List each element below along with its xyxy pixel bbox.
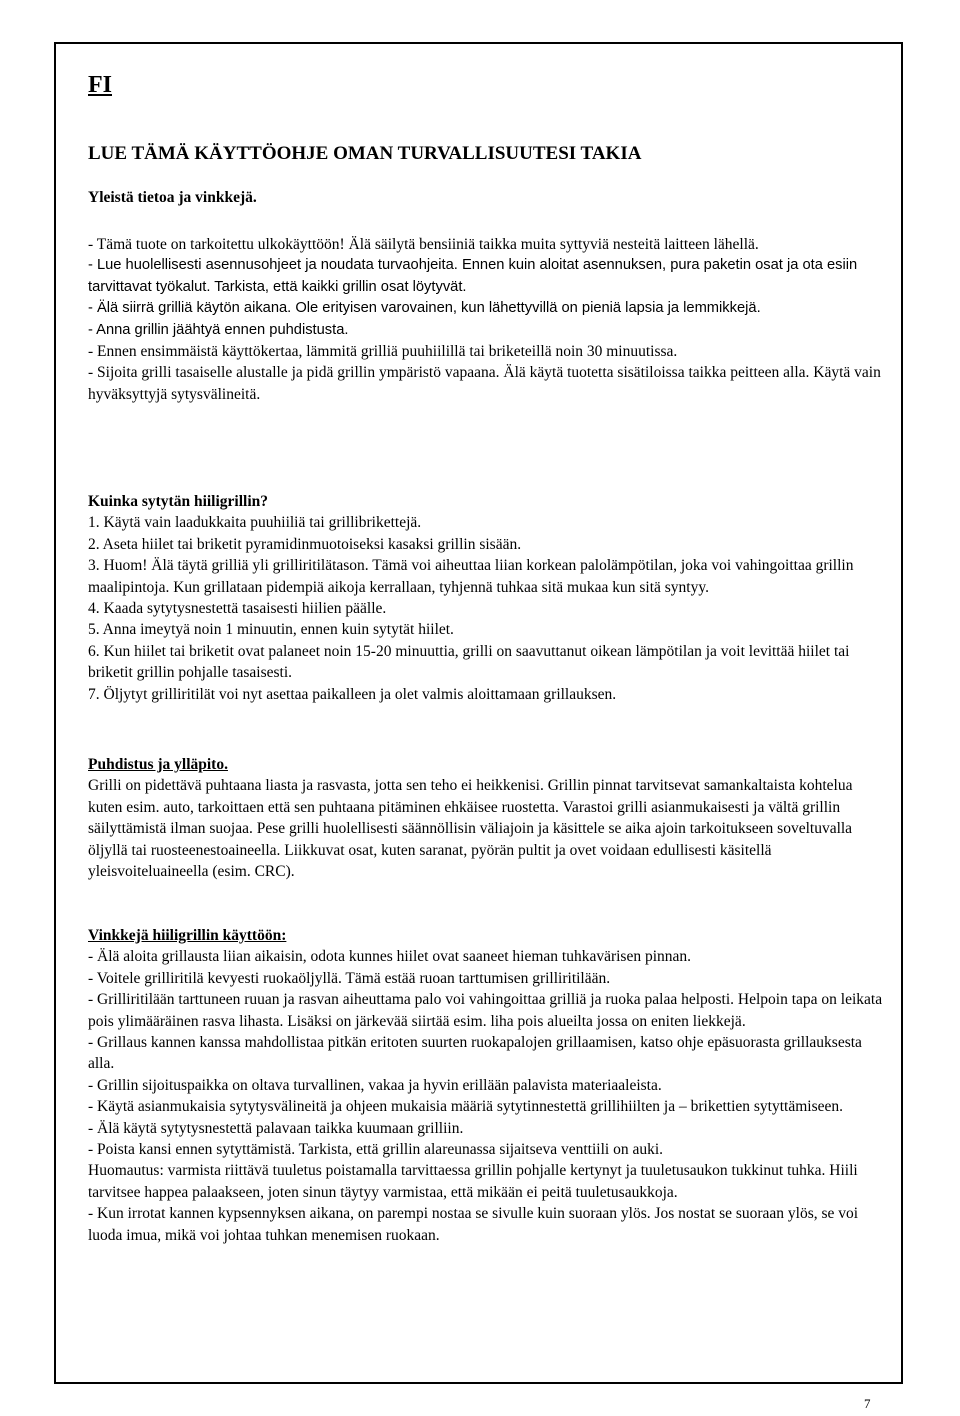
general-item: - Älä siirrä grilliä käytön aikana. Ole erityisen varovainen, kun lähettyvillä on pieniä lapsia ja lemmikkejä. (88, 300, 761, 317)
cleaning-text: Grilli on pidettävä puhtaana liasta ja rasvasta, jotta sen teho ei heikkenisi. Grillin pinnat tarvitsevat samankaltaista kohtelua kuten esim. auto, tarkoittaen että sen puhtaana pitäminen ehkäisee ruostetta. Varastoi grilli asianmukaisesti ja vältä grillin säilyttämistä ilman suojaa. Pese grilli huolellisesti säännöllisin väliajoin ja käsittele se aika ajoin tarkoitukseen soveltuvalla öljyllä tai ruosteenestoaineella. Liikkuvat osat, kuten saranat, pyörän pultit ja ovet voidaan edullisesti käsitellä yleisvoiteluaineella (esim. CRC). (88, 777, 853, 881)
lighting-step: 7. Öljytyt grilliritilät voi nyt asettaa paikalleen ja olet valmis aloittamaan grillauksen. (88, 685, 617, 703)
lighting-heading: Kuinka sytytän hiiligrillin? (88, 493, 269, 510)
tip-item: - Grilliritilään tarttuneen ruuan ja rasvan aiheuttama palo voi vahingoittaa grilliä ja ruoka palaa helposti. Helpoin tapa on leikata pois ylimääräinen rasva lihasta. Lisäksi on järkevää siirtää esim. liha pois alueilta jossa on eniten liekkejä. (88, 991, 883, 1030)
tip-item: - Voitele grilliritilä kevyesti ruokaöljyllä. Tämä estää ruoan tarttumisen grilliritilään. (88, 969, 611, 987)
cleaning-heading: Puhdistus ja ylläpito. (88, 756, 228, 773)
general-section (88, 234, 884, 405)
lighting-step: 3. Huom! Älä täytä grilliä yli grilliritilätason. Tämä voi aiheuttaa liian korkean palolämpötilan, joka voi vahingoittaa grillin maalipintoja. Kun grillataan pidempiä aikoja kerrallaan, tyhjennä tuhkaa sitä mukaa kun sitä syntyy. (88, 557, 854, 596)
tip-item: - Grillin sijoituspaikka on oltava turvallinen, vakaa ja hyvin erillään palavista materiaaleista. (88, 1076, 662, 1094)
lighting-step: 6. Kun hiilet tai briketit ovat palaneet noin 15-20 minuuttia, grilli on saavuttanut oikean lämpötilan ja voit levittää hiilet tai briketit grillin pohjalle tasaisesti. (88, 642, 850, 682)
general-item: - Lue huolellisesti asennusohjeet ja noudata turvaohjeita. Ennen kuin aloitat asennuksen, pura paketin osat ja ota esiin tarvittavat työkalut. Tarkista, että kaikki grillin osat löytyvät. (88, 257, 858, 295)
tip-item: Huomautus: varmista riittävä tuuletus poistamalla tarvittaessa grillin pohjalle kertynyt ja tuuletusaukon tukkinut tuhka. Hiili tarvitsee happea palaakseen, joten sinun täytyy varmistaa, että mikään ei peitä tuuletusaukkoja. (88, 1162, 858, 1201)
lighting-step: 2. Aseta hiilet tai briketit pyramidinmuotoiseksi kasaksi grillin sisään. (88, 535, 522, 553)
tips-section (88, 925, 884, 1246)
language-code: FI (88, 72, 112, 98)
cleaning-section (88, 754, 884, 882)
general-item: - Anna grillin jäähtyä ennen puhdistusta. (88, 321, 349, 338)
lighting-section (88, 491, 884, 705)
tip-item: - Kun irrotat kannen kypsennyksen aikana, on parempi nostaa se sivulle kuin suoraan ylös. Jos nostat se suoraan ylös, se voi luoda imua, mikä voi johtaa tuhkan menemisen ruokaan. (88, 1205, 859, 1244)
lighting-step: 5. Anna imeytyä noin 1 minuutin, ennen kuin sytytät hiilet. (88, 621, 454, 639)
page-number: 7 (864, 1396, 871, 1411)
general-item: - Ennen ensimmäistä käyttökertaa, lämmitä grilliä puuhiilillä tai briketeillä noin 30 minuutissa. (88, 343, 678, 361)
lighting-step: 4. Kaada sytytysnestettä tasaisesti hiilien päälle. (88, 600, 387, 618)
tip-item: - Käytä asianmukaisia sytytysvälineitä ja ohjeen mukaisia määriä sytytinnestettä grillihiilten ja – brikettien sytyttämiseen. (88, 1098, 843, 1116)
general-heading: Yleistä tietoa ja vinkkejä. (88, 189, 257, 206)
tip-item: - Grillaus kannen kanssa mahdollistaa pitkän eritoten suurten ruokapalojen grillaamisen, katso ohje epäsuorasta grillauksesta alla. (88, 1034, 862, 1073)
document-page (54, 42, 903, 1384)
general-item: - Sijoita grilli tasaiselle alustalle ja pidä grillin ympäristö vapaana. Älä käytä tuotetta sisätiloissa taikka peitteen alla. Käytä vain hyväksyttyjä sytysvälineitä. (88, 364, 881, 403)
general-item: - Tämä tuote on tarkoitettu ulkokäyttöön! Älä säilytä bensiiniä taikka muita syttyviä nesteitä laitteen lähellä. (88, 236, 759, 253)
tip-item: - Poista kansi ennen sytyttämistä. Tarkista, että grillin alareunassa sijaitseva venttiili on auki. (88, 1141, 664, 1159)
tip-item: - Älä käytä sytytysnestettä palavaan taikka kuumaan grilliin. (88, 1119, 464, 1137)
tips-heading: Vinkkejä hiiligrillin käyttöön: (88, 927, 287, 944)
lighting-step: 1. Käytä vain laadukkaita puuhiiliä tai grillibrikettejä. (88, 514, 422, 532)
tip-item: - Älä aloita grillausta liian aikaisin, odota kunnes hiilet ovat saaneet hieman tuhkavärisen pinnan. (88, 948, 692, 966)
safety-title: LUE TÄMÄ KÄYTTÖOHJE OMAN TURVALLISUUTESI TAKIA (88, 143, 642, 164)
